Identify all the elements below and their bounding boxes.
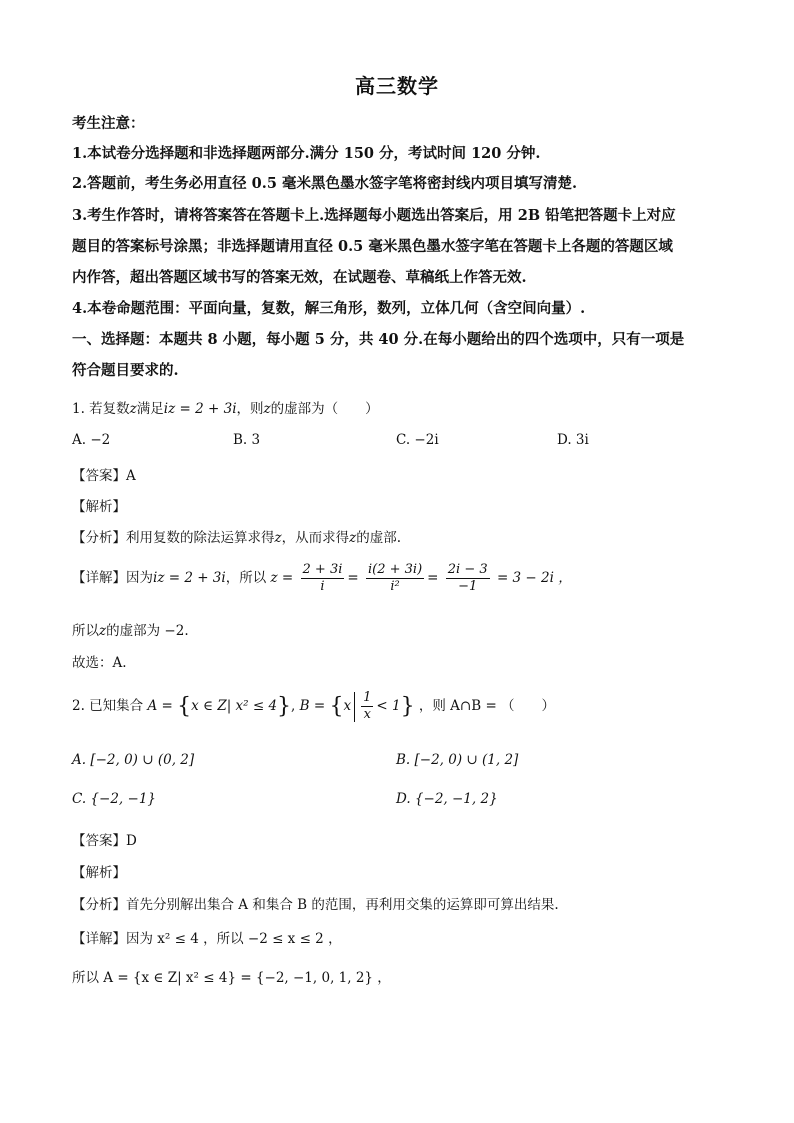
notice-item-3-line-3: 内作答，超出答题区域书写的答案无效，在试题卷、草稿纸上作答无效. bbox=[72, 269, 527, 286]
fraction-1-over-x: $\frac{1}{x}$ bbox=[363, 690, 372, 722]
q1-option-d: D. 3i bbox=[557, 432, 589, 448]
notice-item-4: 4.本卷命题范围：平面向量，复数，解三角形，数列，立体几何（含空间向量）. bbox=[72, 300, 586, 317]
q1-analysis: 【分析】利用复数的除法运算求得z，从而求得z的虚部. bbox=[72, 530, 402, 546]
q2-jiexi: 【解析】 bbox=[72, 865, 126, 881]
q2-analysis: 【分析】首先分别解出集合 A 和集合 B 的范围，再利用交集的运算即可算出结果. bbox=[72, 897, 559, 913]
fraction-3: $\frac{2i - 3}{-1}$ bbox=[447, 562, 488, 594]
section-heading-line-1: 一、选择题：本题共 8 小题，每小题 5 分，共 40 分.在每小题给出的四个选项中，只有一项是 bbox=[72, 331, 685, 348]
notice-item-1: 1.本试卷分选择题和非选择题两部分.满分 150 分，考试时间 120 分钟. bbox=[72, 145, 541, 162]
q2-option-c: C. {−2, −1} bbox=[72, 791, 156, 807]
notice-item-2: 2.答题前，考生务必用直径 0.5 毫米黑色墨水签字笔将密封线内项目填写清楚. bbox=[72, 175, 578, 192]
q1-option-b: B. 3 bbox=[233, 432, 261, 448]
page-title: 高三数学 bbox=[355, 74, 439, 98]
q2-stem: 2. 已知集合 A = {x ∈ Z| x² ≤ 4}, B = {x $\frac{1}{x}$ < 1} ，则 A∩B = （ ） bbox=[72, 690, 556, 722]
fraction-1: $\frac{2 + 3i}{i}$ bbox=[302, 562, 343, 594]
section-heading-line-2: 符合题目要求的. bbox=[72, 362, 179, 379]
q2-option-d: D. {−2, −1, 2} bbox=[396, 791, 498, 807]
q1-stem: 1. 若复数z满足iz = 2 + 3i，则z的虚部为（ ） bbox=[72, 401, 379, 417]
q1-detail: 【详解】因为iz = 2 + 3i，所以 z = $\frac{2 + 3i}{i}$ = $\frac{i(2 + 3i)}{\text{i²}}$ = $\frac{2i - 3}{-1}$ = 3 − 2i ， bbox=[72, 562, 572, 594]
notice-heading: 考生注意： bbox=[72, 115, 145, 132]
q2-detail: 【详解】因为 x² ≤ 4 ，所以 −2 ≤ x ≤ 2 ， bbox=[72, 931, 342, 947]
notice-item-3-line-1: 3.考生作答时，请将答案答在答题卡上.选择题每小题选出答案后，用 2B 铅笔把答题卡上对应 bbox=[72, 207, 676, 224]
q2-result: 所以 A = {x ∈ Z| x² ≤ 4} = {−2, −1, 0, 1, 2} ， bbox=[72, 970, 391, 986]
q2-answer: 【答案】D bbox=[72, 833, 137, 849]
notice-item-3-line-2: 题目的答案标号涂黑；非选择题请用直径 0.5 毫米黑色墨水签字笔在答题卡上各题的答题区域 bbox=[72, 238, 673, 255]
q1-imaginary-part: 所以z的虚部为 −2. bbox=[72, 623, 189, 639]
q1-jiexi: 【解析】 bbox=[72, 499, 126, 515]
q2-option-b: B. [−2, 0) ∪ (1, 2] bbox=[396, 752, 519, 768]
q1-answer: 【答案】A bbox=[72, 468, 136, 484]
fraction-2: $\frac{i(2 + 3i)}{\text{i²}}$ bbox=[368, 562, 423, 594]
q1-option-a: A. −2 bbox=[72, 432, 111, 448]
q2-option-a: A. [−2, 0) ∪ (0, 2] bbox=[72, 752, 195, 768]
q1-choose: 故选：A. bbox=[72, 655, 127, 671]
q1-option-c: C. −2i bbox=[396, 432, 439, 448]
